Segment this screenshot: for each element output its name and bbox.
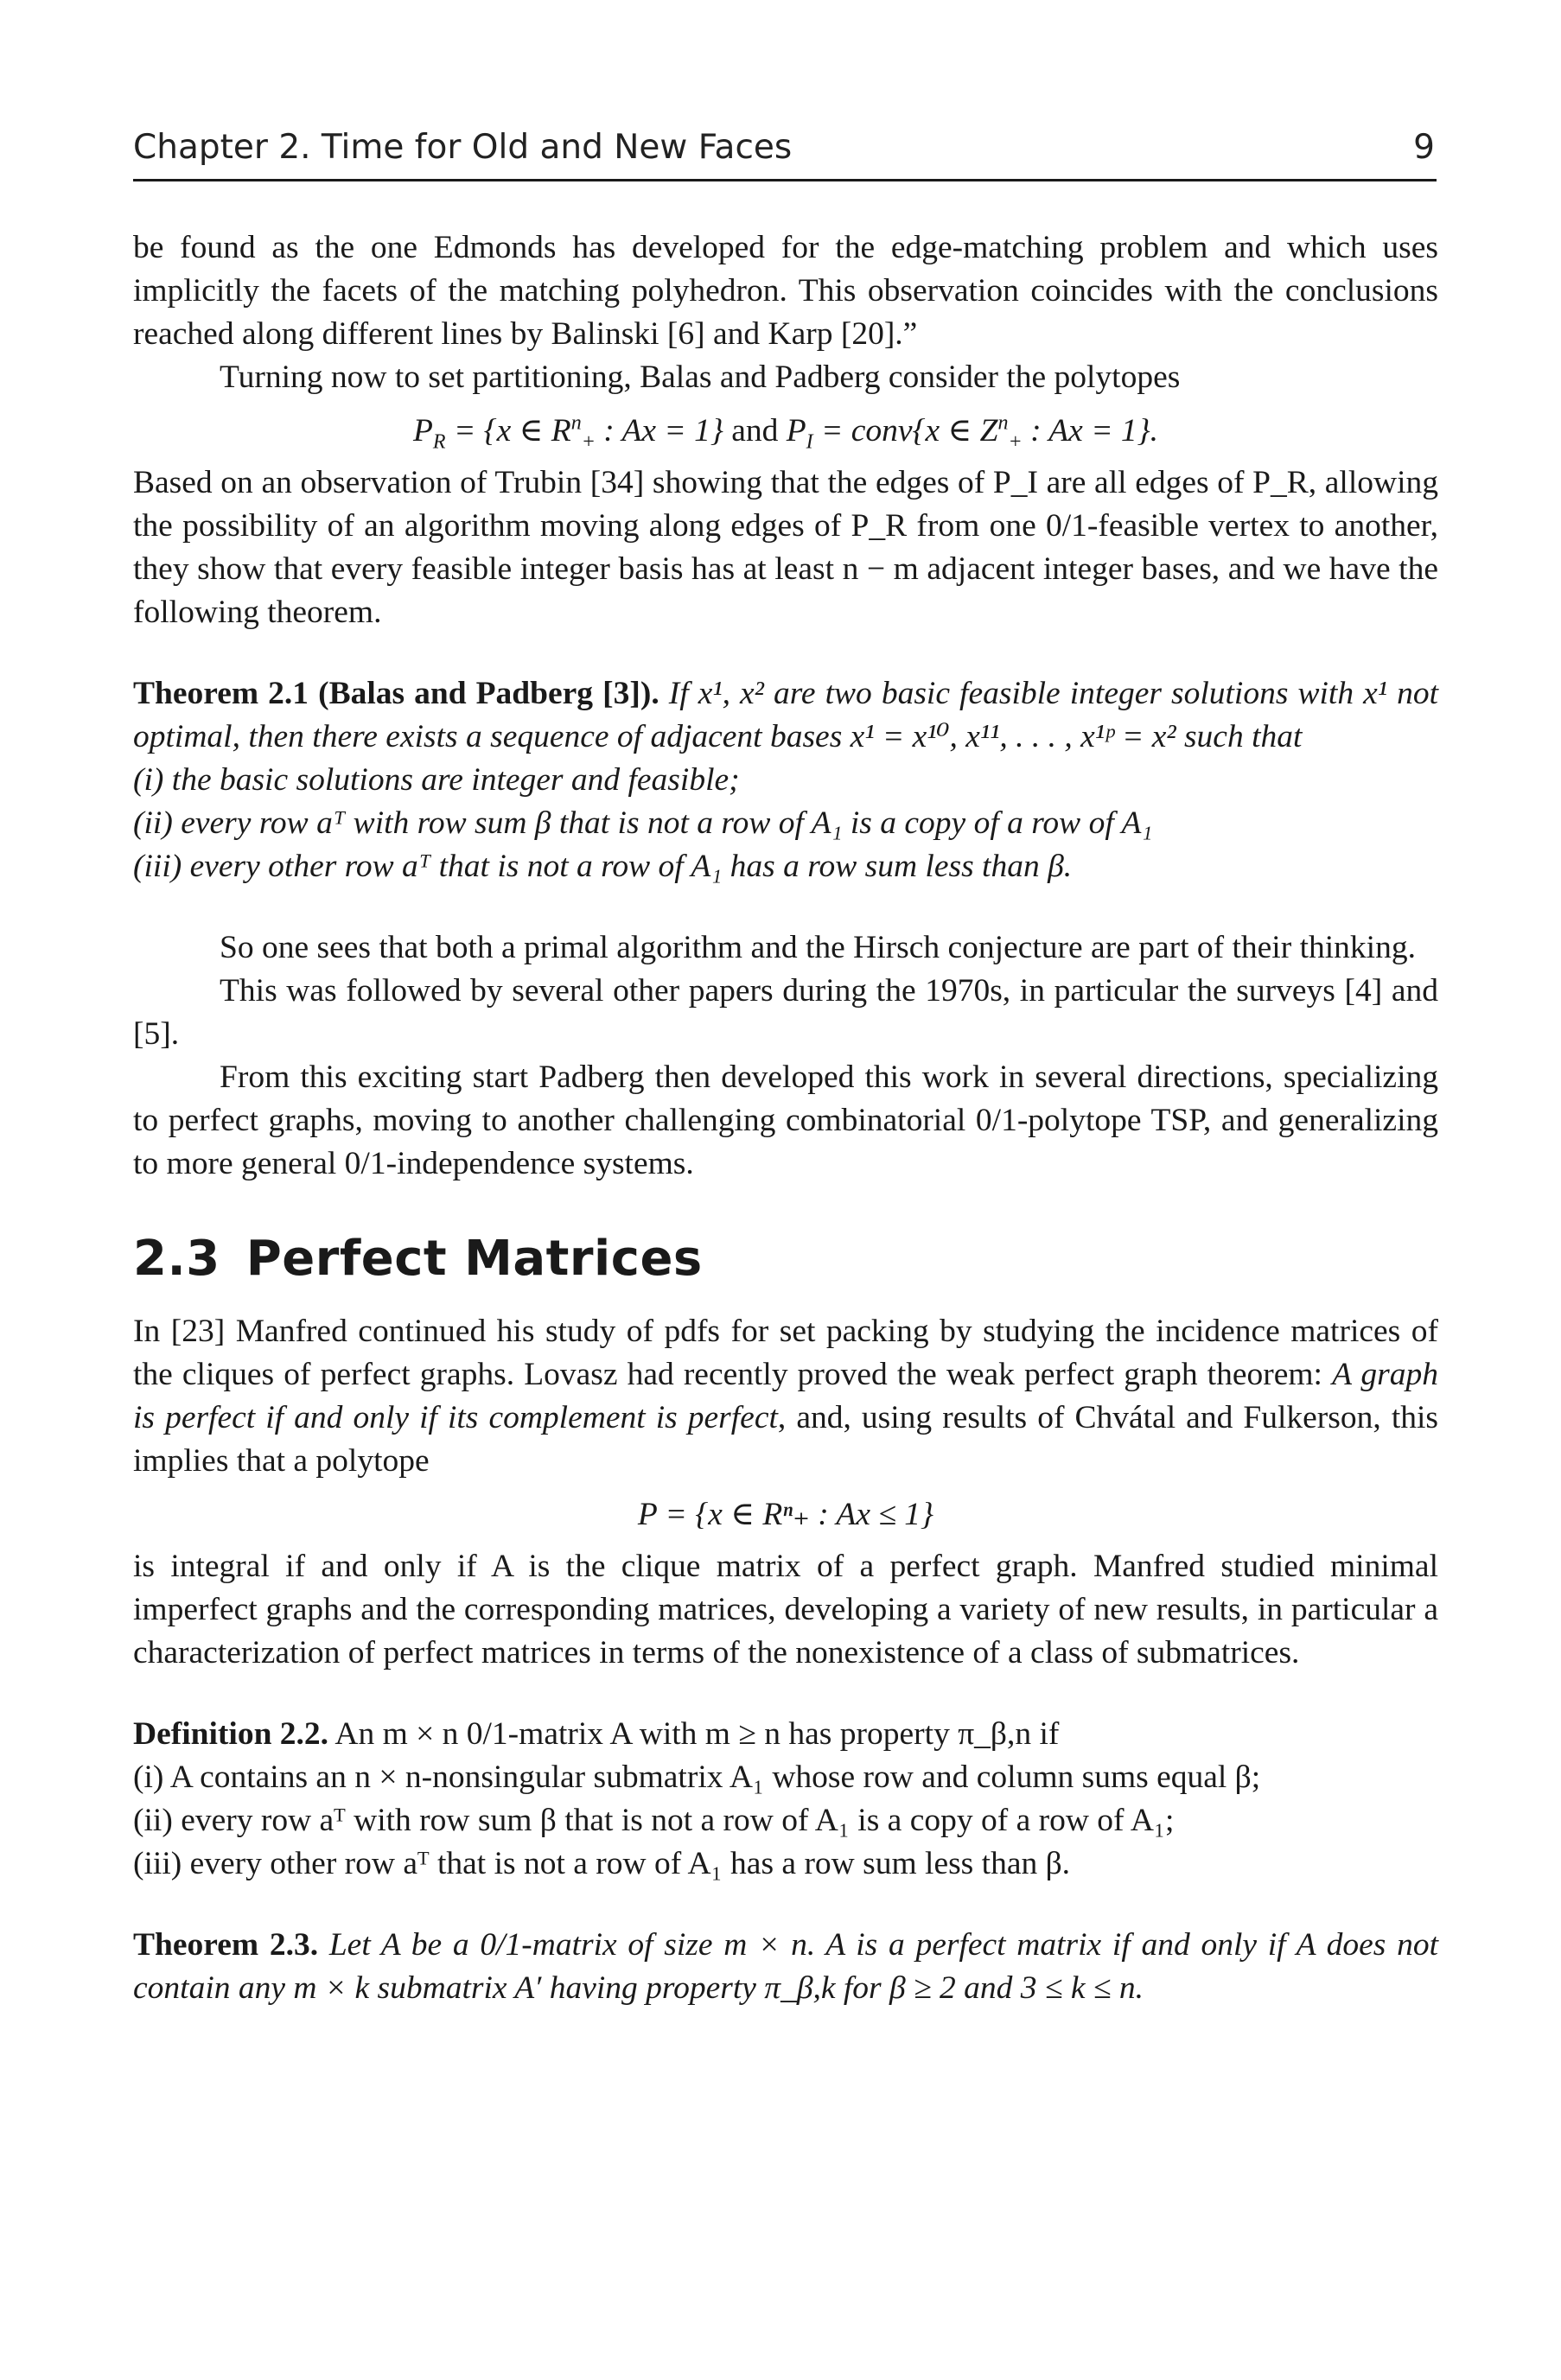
paragraph-7-b: , and, using results of Chvátal and Fulkerson, this implies that a polytope [133, 1400, 1439, 1479]
paragraph-5: This was followed by several other papers during the 1970s, in particular the surveys [4] and [5]. [133, 973, 1438, 1052]
running-header [133, 128, 1438, 183]
eq1-part-e: : Ax = 1}. [1022, 413, 1159, 449]
paragraph-7-a: In [23] Manfred continued his study of pdfs for set packing by studying the incidence matrices of the cliques of perfect graphs. Lovasz had recently proved the weak perfect graph theorem: [133, 1314, 1438, 1392]
theorem-2-1-heading: Theorem 2.1 (Balas and Padberg [3]). [133, 676, 659, 711]
theorem-2-3 [133, 1924, 1438, 2010]
theorem-2-1 [133, 672, 1438, 888]
chapter-title: Chapter 2. Time for Old and New Faces [133, 128, 793, 167]
eq1-sub-plus2: + [1008, 430, 1023, 454]
definition-2-2-heading: Definition 2.2. [133, 1716, 329, 1752]
section-heading [133, 1229, 1438, 1289]
spacer [133, 634, 1438, 672]
paragraph-7-italic: A graph is perfect if and only if its complement is perfect [133, 1357, 1438, 1435]
paragraph-3: Based on an observation of Trubin [34] showing that the edges of P_I are all edges of P_R, allowing the possibility of an algorithm moving along edges of P_R from one 0/1-feasible vertex to another, they show that every feasible integer basis has at least n − m adjacent integer bases, and we have the following theorem. [133, 465, 1438, 630]
paragraph-6: From this exciting start Padberg then developed this work in several directions, specializing to perfect graphs, moving to another challenging combinatorial 0/1-polytope TSP, and generalizing to more general 0/1-independence systems. [133, 1060, 1438, 1181]
eq1-part-a: = {x ∈ R [445, 413, 571, 449]
eq1-sub-r: R [432, 430, 446, 454]
eq1-pr: P [412, 413, 433, 449]
eq1-part-c: P [778, 413, 806, 449]
paragraph-2: Turning now to set partitioning, Balas and Padberg consider the polytopes [220, 360, 1181, 395]
definition-2-2-statement: An m × n 0/1-matrix A with m ≥ n has property π_β,n if [334, 1716, 1060, 1752]
spacer [133, 888, 1438, 926]
eq1-sup-n: n [570, 411, 582, 435]
section-number: 2.3 [133, 1231, 220, 1287]
paragraph-1: be found as the one Edmonds has developed for the edge-matching problem and which uses implicitly the facets of the matching polyhedron. This observation coincides with the conclusions reached along different lines by Balinski [6] and Karp [20].” [133, 230, 1438, 352]
page-number: 9 [1413, 128, 1435, 167]
theorem-2-3-statement: Let A be a 0/1-matrix of size m × n. A is a perfect matrix if and only if A does not contain any m × k submatrix A′ having property π_β,k for β ≥ 2 and 3 ≤ k ≤ n. [133, 1927, 1438, 2006]
page-body [133, 226, 1438, 2010]
theorem-2-1-statement: If x¹, x² are two basic feasible integer solutions with x¹ not optimal, then there exists a sequence of adjacent bases x¹ = x¹⁰, x¹¹, . . . , x¹ᵖ = x² such that [133, 676, 1438, 754]
definition-2-2-item-2: (ii) every row aᵀ with row sum β that is not a row of A₁ is a copy of a row of A₁; [133, 1803, 1175, 1838]
spacer [133, 1675, 1438, 1713]
eq1-sup-n2: n [997, 411, 1009, 435]
eq1-part-d: = conv{x ∈ Z [812, 413, 998, 449]
spacer [133, 1886, 1438, 1924]
definition-2-2-item-3: (iii) every other row aᵀ that is not a row of A₁ has a row sum less than β. [133, 1846, 1071, 1881]
eq1-sub-plus: + [581, 430, 596, 454]
theorem-2-3-heading: Theorem 2.3. [133, 1927, 319, 1963]
theorem-2-1-item-1: (i) the basic solutions are integer and feasible; [133, 762, 740, 798]
definition-2-2 [133, 1713, 1438, 1886]
header-rule [133, 179, 1437, 181]
paragraph-4: So one sees that both a primal algorithm and the Hirsch conjecture are part of their thinking. [220, 930, 1416, 965]
paragraph-8: is integral if and only if A is the clique matrix of a perfect graph. Manfred studied minimal imperfect graphs and the corresponding matrices, developing a variety of new results, in particular a characterization of perfect matrices in terms of the nonexistence of a class of submatrices. [133, 1549, 1438, 1670]
section-title: Perfect Matrices [245, 1231, 703, 1287]
paragraph-7 [133, 1310, 1438, 1483]
equation-polytope-p: P = {x ∈ Rⁿ₊ : Ax ≤ 1} [637, 1497, 934, 1532]
eq1-part-b: : Ax = 1} [595, 413, 732, 449]
equation-polytopes [133, 410, 1438, 453]
eq1-sub-i: I [806, 430, 813, 454]
definition-2-2-item-1: (i) A contains an n × n-nonsingular submatrix A₁ whose row and column sums equal β; [133, 1760, 1261, 1795]
theorem-2-1-item-3: (iii) every other row aᵀ that is not a row of A₁ has a row sum less than β. [133, 849, 1073, 884]
theorem-2-1-item-2: (ii) every row aᵀ with row sum β that is not a row of A₁ is a copy of a row of A₁ [133, 805, 1153, 841]
eq1-and: and [731, 413, 779, 449]
